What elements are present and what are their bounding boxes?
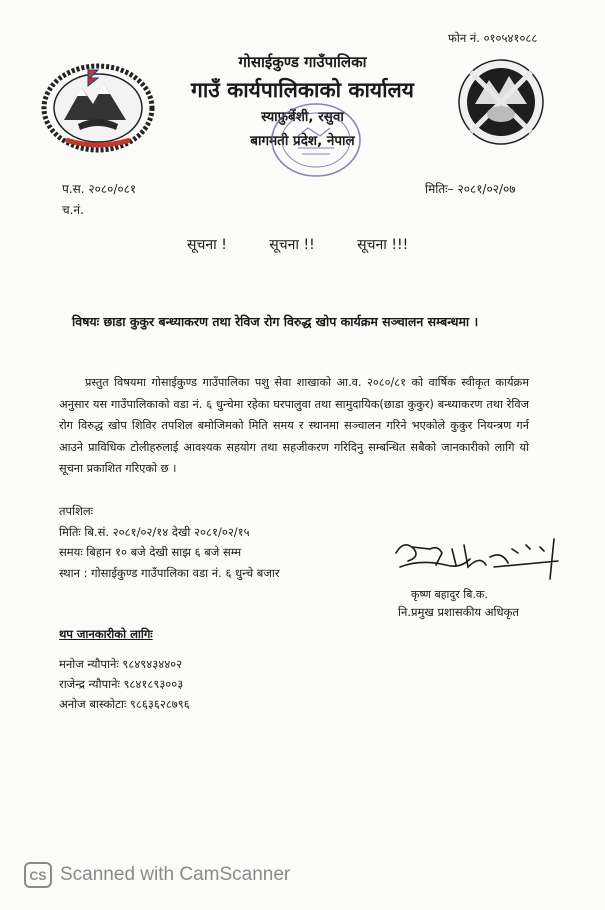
signatory-name: कृष्ण बहादुर बि.क. bbox=[411, 588, 488, 601]
signature-icon bbox=[390, 535, 570, 587]
notice-word-2: सूचना !! bbox=[269, 237, 315, 253]
office-address: स्याफ्रुबेंशी, रसुवा bbox=[261, 109, 344, 125]
event-time: समयः बिहान १० बजे देखी साझ ६ बजे सम्म bbox=[59, 545, 242, 559]
letter-date: मितिः– २०८१/०२/०७ bbox=[425, 182, 516, 196]
camscanner-logo-icon bbox=[24, 862, 52, 888]
notice-body: प्रस्तुत विषयमा गोसाईकुण्ड गाउँपालिका पशु सेवा शाखाको आ.व. २०८०/८१ को वार्षिक स्वीकृत कार्यक्रम अनुसार यस गाउँपालिकाको वडा नं. ६ धुन्चेमा रहेका घरपालुवा तथा सामुदायिक(छाडा कुकुर) बन्ध्याकरण तथा रेविज रोग विरुद्ध खोप शिविर तपशिल बमोजिमको मिति समय र स्थानमा सञ्चालन गरिने भएकोले कुकुर नियन्त्रण गर्न आउने प्राविधिक टोलीहरुलाई आवश्यक सहयोग तथा सहजीकरण गरिदिनु सम्बन्धित सबैको जानकारीको लागि यो सूचना प्रकाशित गरिएको छ । bbox=[59, 376, 529, 475]
contact-item: मनोज न्यौपानेः ९८४९४३४४०२ bbox=[59, 657, 183, 671]
notice-banner bbox=[187, 235, 408, 254]
notice-word-1: सूचना ! bbox=[187, 237, 227, 253]
municipality-name: गोसाईकुण्ड गाउँपालिका bbox=[238, 53, 367, 71]
event-place: स्थान : गोसाईकुण्ड गाउँपालिका वडा नं. ६ धुन्चे बजार bbox=[59, 566, 280, 580]
camscanner-logo-text: CS bbox=[29, 869, 47, 883]
camscanner-watermark: Scanned with CamScanner bbox=[60, 864, 291, 885]
notice-word-3: सूचना !!! bbox=[357, 237, 409, 253]
event-date: मितिः बि.सं. २०८१/०२/१४ देखी २०८१/०२/१५ bbox=[59, 525, 250, 539]
contacts-heading: थप जानकारीको लागिः bbox=[59, 627, 153, 641]
details-heading: तपशिलः bbox=[59, 504, 94, 518]
province-address: बागमती प्रदेश, नेपाल bbox=[250, 133, 355, 149]
office-name: गाउँ कार्यपालिकाको कार्यालय bbox=[191, 78, 414, 102]
contact-item: अनोज बास्कोटाः ९८६३६२८७९६ bbox=[59, 697, 190, 711]
signatory-role: नि.प्रमुख प्रशासकीय अधिकृत bbox=[398, 605, 519, 619]
contact-item: राजेन्द्र न्यौपानेः ९८४१८९३००३ bbox=[59, 677, 184, 691]
phone-number: फोन नं. ०१०५४१०८८ bbox=[448, 31, 538, 45]
dispatch-number: च.नं. bbox=[62, 203, 84, 217]
subject-line: विषयः छाडा कुकुर बन्ध्याकरण तथा रेविज रोग विरुद्ध खोप कार्यक्रम सञ्चालन सम्बन्धमा । bbox=[72, 314, 479, 329]
reference-number: प.स. २०८०/०८१ bbox=[62, 182, 137, 196]
municipality-logo-icon bbox=[455, 56, 547, 148]
office-stamp-icon bbox=[268, 100, 364, 180]
